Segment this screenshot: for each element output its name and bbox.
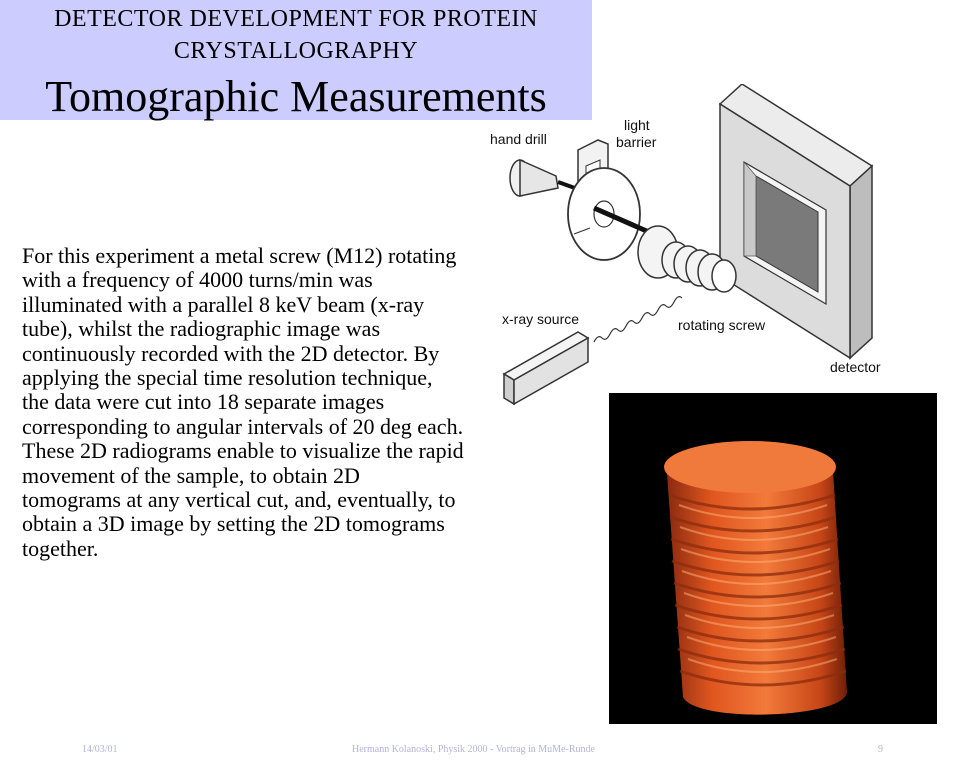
body-line: obtain a 3D image by setting the 2D tomograms [22,511,445,537]
footer-page-number: 9 [878,744,883,755]
footer-date: 14/03/01 [82,744,118,755]
label-barrier: barrier [616,134,657,150]
body-line: illuminated with a parallel 8 keV beam (x-ray [22,291,425,317]
body-line: corresponding to angular intervals of 20 deg each. [22,413,464,439]
label-detector: detector [830,359,881,375]
footer-author: Hermann Kolanoski, Physik 2000 - Vortrag in MuMe-Runde [352,744,595,755]
label-light: light [624,117,650,133]
label-hand-drill: hand drill [490,131,547,147]
body-paragraph [22,244,522,561]
page-title: Tomographic Measurements [45,72,547,121]
subtitle-line-2: CRYSTALLOGRAPHY [173,38,419,64]
body-line: movement of the sample, to obtain 2D [22,462,360,488]
body-line: the data were cut into 18 separate images [22,389,385,415]
screw-3d-render [609,393,937,724]
label-xray-source: x-ray source [502,311,580,327]
xray-source-box [504,332,588,404]
body-line: These 2D radiograms enable to visualize the rapid [22,438,464,464]
label-rotating-screw: rotating screw [678,317,766,333]
setup-diagram [486,84,960,414]
body-line: For this experiment a metal screw (M12) rotating [22,243,457,268]
body-line: continuously recorded with the 2D detector. By [22,340,440,366]
subtitle-line-1: DETECTOR DEVELOPMENT FOR PROTEIN [54,6,538,32]
body-line: with a frequency of 4000 turns/min was [22,267,373,293]
body-line: tomograms at any vertical cut, and, eventually, to [22,487,456,513]
body-line: applying the special time resolution technique, [22,365,433,391]
xray-wave [594,297,682,342]
body-line: together. [22,535,99,561]
body-line: tube), whilst the radiographic image was [22,316,381,342]
